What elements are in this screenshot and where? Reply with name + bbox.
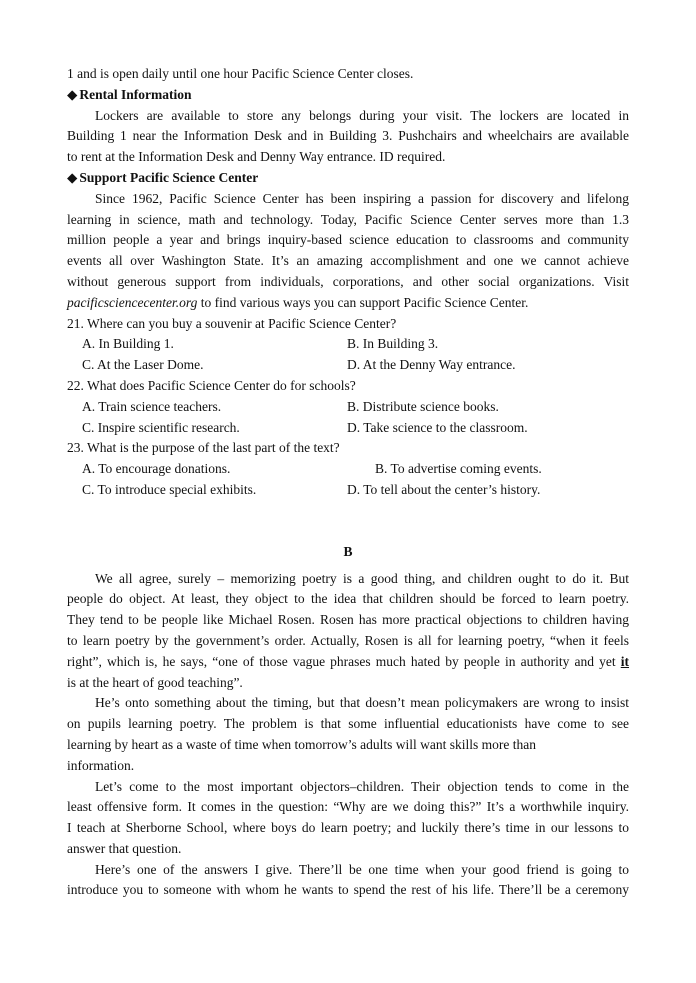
text-line: learning by heart as a waste of time when tomorrow’s adults will want skills more than (67, 736, 537, 752)
text-line: introduce you to someone with whom he wants to spend the rest of his life. There’ll be a ceremony (67, 882, 629, 898)
text-line: Building 1 near the Information Desk and in Building 3. Pushchairs and wheelchairs are available (67, 128, 629, 144)
option-c: C. To introduce special exhibits. (82, 481, 257, 497)
option-row (67, 480, 629, 501)
text-line: least offensive form. It comes in the question: “Why are we doing this?” It’s a worthwhile inquiry. (67, 799, 629, 815)
text-line: on pupils learning poetry. The problem is that some influential educationists have come to see (67, 716, 629, 732)
text-line: Here’s one of the answers I give. There’ll be one time when your good friend is going to (95, 861, 629, 877)
text-line: is at the heart of good teaching”. (67, 674, 243, 690)
option-b: B. In Building 3. (347, 336, 439, 352)
text-line: to rent at the Information Desk and Denny Way entrance. ID required. (67, 149, 446, 165)
text-line: million people a year and brings inquiry-based science education to classrooms and community (67, 232, 629, 248)
underlined-word: it (620, 653, 629, 669)
text-line: learning in science, math and technology. Today, Pacific Science Center serves more than 1.3 (67, 211, 629, 227)
option-a: A. To encourage donations. (82, 461, 231, 477)
document-page (67, 64, 629, 901)
text-line: Since 1962, Pacific Science Center has been inspiring a passion for discovery and lifelong (95, 190, 629, 206)
question-stem: 22. What does Pacific Science Center do for schools? (67, 377, 356, 393)
text-line: He’s onto something about the timing, but that doesn’t mean policymakers are wrong to insist (95, 695, 629, 711)
text-line: Let’s come to the most important objectors–children. Their objection tends to come in the (95, 778, 629, 794)
text-line: They tend to be people like Michael Rosen. Rosen has more practical objections to children having (67, 612, 629, 628)
option-row (67, 355, 629, 376)
option-row (67, 459, 629, 480)
option-b: B. Distribute science books. (347, 398, 499, 414)
option-c: C. Inspire scientific research. (82, 419, 240, 435)
question-stem: 23. What is the purpose of the last part of the text? (67, 440, 340, 456)
option-row (67, 418, 629, 439)
text-line: I teach at Sherborne School, where boys do learn poetry; and luckily there’s time in our lessons to (67, 820, 629, 836)
text-line: information. (67, 757, 135, 773)
diamond-bullet-icon: ◆ (67, 86, 78, 102)
text-line: to learn poetry by the government’s order. Actually, Rosen is all for learning poetry, “when it feels (67, 632, 629, 648)
option-b: B. To advertise coming events. (375, 461, 542, 477)
text-line: right”, which is, he says, “one of those vague phrases much hated by people in authority and yet it (67, 653, 629, 669)
option-row (67, 334, 629, 355)
text-line: without generous support from individuals, corporations, and other social organizations. Visit (67, 273, 629, 289)
text-line: Lockers are available to store any belongs during your visit. The lockers are located in (95, 107, 629, 123)
option-d: D. To tell about the center’s history. (347, 481, 541, 497)
text-line: pacificsciencecenter.org to find various ways you can support Pacific Science Center. (67, 294, 529, 310)
website-link[interactable]: pacificsciencecenter.org (67, 294, 198, 310)
section-spacer (67, 501, 629, 542)
option-d: D. Take science to the classroom. (347, 419, 528, 435)
option-a: A. In Building 1. (82, 336, 174, 352)
option-a: A. Train science teachers. (82, 398, 222, 414)
diamond-bullet-icon: ◆ (67, 169, 78, 185)
text-line: people do object. At least, they object to the idea that children should be forced to learn poetry. (67, 591, 629, 607)
section-title: B (343, 543, 353, 559)
option-c: C. At the Laser Dome. (82, 357, 204, 373)
option-row (67, 397, 629, 418)
question-stem: 21. Where can you buy a souvenir at Pacific Science Center? (67, 315, 397, 331)
text-line: answer that question. (67, 840, 182, 856)
rental-heading: ◆ Rental Information (67, 86, 192, 102)
text-line: We all agree, surely – memorizing poetry is a good thing, and children ought to do it. But (95, 570, 629, 586)
option-d: D. At the Denny Way entrance. (347, 357, 516, 373)
support-heading: ◆ Support Pacific Science Center (67, 169, 259, 185)
text-line: events all over Washington State. It’s an amazing accomplishment and one we cannot achieve (67, 253, 629, 269)
text-line: 1 and is open daily until one hour Pacific Science Center closes. (67, 66, 414, 81)
